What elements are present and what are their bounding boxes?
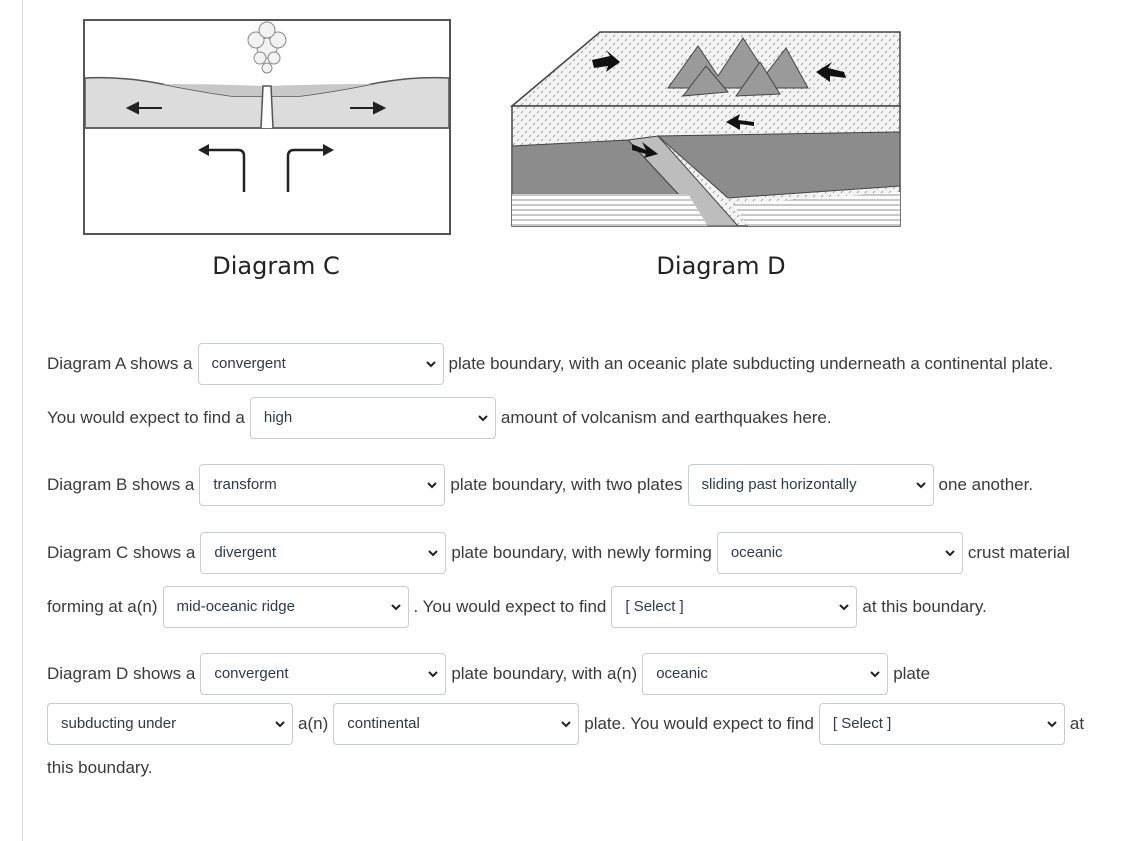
chevron-down-icon	[426, 480, 438, 490]
chevron-down-icon	[1046, 719, 1058, 729]
chevron-down-icon	[560, 719, 572, 729]
diagram-d-sentence-3: this boundary.	[47, 758, 153, 777]
diagram-b-boundary-select[interactable]: transform	[199, 464, 445, 506]
chevron-down-icon	[838, 602, 850, 612]
chevron-down-icon	[869, 669, 881, 679]
diagram-c-sentence-1: Diagram C shows a divergent plate boundary, with newly forming oceanic crust material	[47, 531, 1070, 575]
diagram-d-image	[508, 26, 904, 232]
chevron-down-icon	[427, 669, 439, 679]
diagram-d-caption: Diagram D	[656, 252, 786, 280]
diagram-d-boundary-select[interactable]: convergent	[200, 653, 446, 695]
diagram-a-volcanism-select[interactable]: high	[250, 397, 496, 439]
diagram-a-sentence-2: You would expect to find a high amount of volcanism and earthquakes here.	[47, 396, 832, 440]
chevron-down-icon	[477, 413, 489, 423]
diagram-c-crust-select[interactable]: oceanic	[717, 532, 963, 574]
diagram-c-sentence-2: forming at a(n) mid-oceanic ridge . You would expect to find [ Select ] at this boundary.	[47, 585, 987, 629]
diagram-c-boundary-select[interactable]: divergent	[200, 532, 446, 574]
diagram-c-feature-select[interactable]: mid-oceanic ridge	[163, 586, 409, 628]
left-page-border	[22, 0, 23, 841]
chevron-down-icon	[915, 480, 927, 490]
diagram-c-activity-select[interactable]: [ Select ]	[611, 586, 857, 628]
diagram-b-motion-select[interactable]: sliding past horizontally	[688, 464, 934, 506]
diagram-d-activity-select[interactable]: [ Select ]	[819, 703, 1065, 745]
diagram-a-boundary-select[interactable]: convergent	[198, 343, 444, 385]
chevron-down-icon	[944, 548, 956, 558]
diagram-c-image	[82, 16, 452, 236]
chevron-down-icon	[390, 602, 402, 612]
diagram-d-motion-select[interactable]: subducting under	[47, 703, 293, 745]
diagram-d-plate-type-select[interactable]: oceanic	[642, 653, 888, 695]
chevron-down-icon	[425, 359, 437, 369]
diagram-b-sentence: Diagram B shows a transform plate boundary, with two plates sliding past horizontally one another.	[47, 463, 1033, 507]
diagram-a-sentence-1: Diagram A shows a convergent plate boundary, with an oceanic plate subducting underneath a continental plate.	[47, 342, 1053, 386]
diagram-d-sentence-2: subducting under a(n) continental plate. You would expect to find [ Select ] at	[42, 702, 1084, 746]
chevron-down-icon	[274, 719, 286, 729]
diagram-d-sentence-1: Diagram D shows a convergent plate boundary, with a(n) oceanic plate	[47, 652, 930, 696]
diagram-c-caption: Diagram C	[212, 252, 340, 280]
diagram-d-overriding-plate-select[interactable]: continental	[333, 703, 579, 745]
chevron-down-icon	[427, 548, 439, 558]
